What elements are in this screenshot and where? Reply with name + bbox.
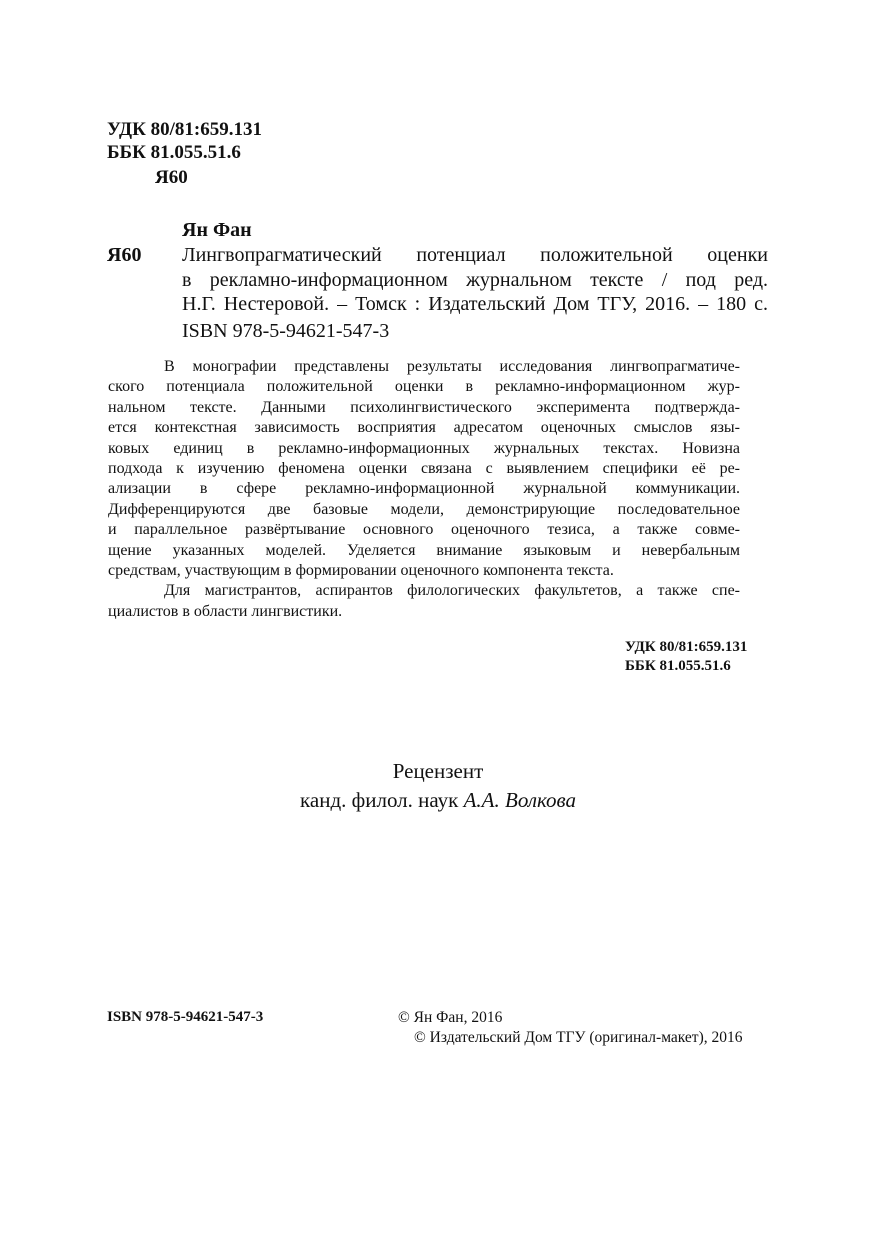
abstract-line: ковых единиц в рекламно-информационных журнальных текстах. Новизна [108, 439, 740, 457]
abstract-line: ется контекстная зависимость восприятия адресатом оценочных смыслов язы- [108, 419, 740, 437]
abstract-line: нальном тексте. Данными психолингвистического эксперимента подтвержда- [108, 398, 740, 416]
bbk-code-right: ББК 81.055.51.6 [625, 658, 731, 674]
abstract-line: Дифференцируются две базовые модели, демонстрирующие последовательное [108, 500, 740, 518]
abstract-line: ализации в сфере рекламно-информационной журнальной коммуникации. [108, 480, 740, 498]
copyright-author: © Ян Фан, 2016 [398, 1009, 503, 1026]
abstract-line: средствам, участвующим в формировании оценочного компонента текста. [108, 561, 614, 579]
abstract-line: ского потенциала положительной оценки в рекламно-информационном жур- [108, 378, 740, 396]
title-line: Н.Г. Нестеровой. – Томск : Издательский Дом ТГУ, 2016. – 180 с. [182, 293, 768, 316]
audience-line: Для магистрантов, аспирантов филологических факультетов, а также спе- [164, 582, 740, 600]
abstract-line: щение указанных моделей. Уделяется внимание языковым и невербальным [108, 541, 740, 559]
record-isbn: ISBN 978-5-94621-547-3 [182, 320, 390, 342]
title-line: Лингвопрагматический потенциал положительной оценки [182, 244, 768, 266]
udk-code: УДК 80/81:659.131 [107, 119, 262, 140]
reviewer-degree: канд. филол. наук [300, 788, 459, 812]
abstract [108, 357, 740, 622]
reviewer-name: А.А. Волкова [463, 788, 576, 812]
reviewer-info [0, 786, 876, 814]
footer-isbn: ISBN 978-5-94621-547-3 [107, 1009, 264, 1025]
book-title [182, 243, 768, 317]
reviewer-label: Рецензент [392, 759, 484, 783]
abstract-line: подхода к изучению феномена оценки связана с выявлением специфики её ре- [108, 459, 740, 477]
audience-line: циалистов в области лингвистики. [108, 602, 343, 620]
record-author-mark: Я60 [107, 244, 142, 266]
abstract-line: и параллельное развёртывание основного оценочного тезиса, а также совме- [108, 521, 740, 539]
author-name: Ян Фан [182, 219, 252, 241]
copyright-publisher: © Издательский Дом ТГУ (оригинал-макет), 2016 [414, 1029, 743, 1046]
abstract-line: В монографии представлены результаты исследования лингвопрагматиче- [164, 358, 740, 375]
author-mark: Я60 [155, 167, 188, 188]
udk-code-right: УДК 80/81:659.131 [625, 639, 748, 655]
title-line: в рекламно-информационном журнальном тексте / под ред. [182, 268, 768, 291]
bbk-code: ББК 81.055.51.6 [107, 142, 241, 163]
